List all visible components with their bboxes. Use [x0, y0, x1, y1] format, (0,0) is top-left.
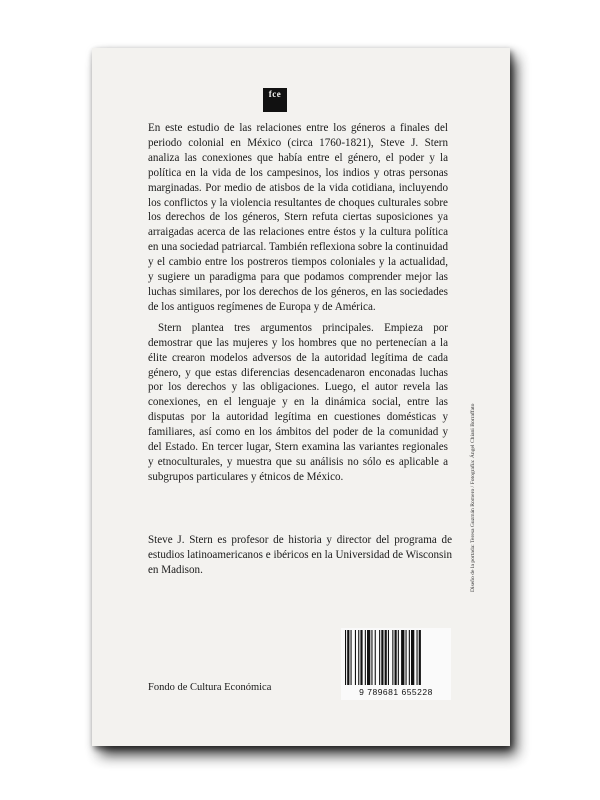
barcode-stripe: [385, 630, 387, 685]
barcode-stripe: [358, 630, 359, 685]
barcode-stripe: [379, 630, 380, 685]
barcode-stripe: [388, 630, 389, 685]
barcode-stripe: [392, 630, 393, 685]
barcode-stripe: [409, 630, 410, 685]
publisher-logo: [263, 88, 287, 112]
barcode-stripe: [417, 630, 418, 685]
barcode-stripe: [371, 630, 372, 685]
author-bio: Steve J. Stern es profesor de historia y director del programa de estudios latinoamericanos e ibéricos en la Universidad de Wisconsin en Madison.: [148, 534, 452, 576]
barcode-stripe: [355, 630, 356, 685]
barcode-stripe: [351, 630, 352, 685]
publisher-name: Fondo de Cultura Económica: [148, 682, 272, 693]
blurb-paragraph-1: En este estudio de las relaciones entre los géneros a finales del periodo colonial en México (circa 1760-1821), Steve J. Stern analiza las conexiones que había entre el género, el poder y la política en la vida de los campesinos, los indios y otras personas marginadas. Por medio de atisbos de la vida cotidiana, incluyendo los conflictos y la violencia resultantes de choques culturales sobre los derechos de los géneros, Stern refuta ciertas suposiciones ya arraigadas acerca de las relaciones entre éstos y la cultura política en una sociedad patriarcal. También reflexiona sobre la continuidad y el cambio entre los postreros tiempos coloniales y la actualidad, y sugiere un paradigma para que podamos comprender mejor las luchas similares, por los derechos de los géneros, en las sociedades de los antiguos regímenes de Europa y de América.: [148, 122, 448, 313]
barcode-stripe: [401, 630, 404, 685]
barcode-stripe: [365, 630, 366, 685]
barcode-stripe: [419, 630, 421, 685]
blurb-paragraph-2: Stern plantea tres argumentos principales. Empieza por demostrar que las mujeres y los hombres que no pertenecían a la élite crearon modelos adversos de la autoridad legítima de cada género, y que estas diferencias desencadenaron enconadas luchas por los derechos y las obligaciones. Luego, el autor revela las conexiones, en el lenguaje y en la dinámica social, entre las disputas por la autoridad legítima en cuestiones domésticas y familiares, así como en los ámbitos del poder de la comunidad y del Estado. En tercer lugar, Stern examina las variantes regionales y etnoculturales, y muestra que su análisis no sólo es aplicable a subgrupos particulares y étnicos de México.: [148, 321, 448, 483]
barcode-stripe: [406, 630, 407, 685]
publisher-logo-text: fce: [268, 89, 282, 99]
barcode-stripe: [367, 630, 370, 685]
barcode-stripe: [398, 630, 399, 685]
barcode-stripe: [347, 630, 349, 685]
barcode-stripe: [375, 630, 376, 685]
barcode-bars: [345, 630, 447, 685]
barcode-stripe: [381, 630, 383, 685]
barcode-stripe: [395, 630, 397, 685]
isbn-number: 9 789681 655228: [359, 687, 433, 697]
cover-credit: Diseño de la portada: Teresa Guzmán Romero / Fotografía: Ángel Chiani Borraffato: [470, 403, 476, 592]
barcode-stripe: [411, 630, 414, 685]
barcode-stripe: [360, 630, 362, 685]
barcode: [341, 628, 451, 700]
barcode-stripe: [345, 630, 346, 685]
blurb: [148, 121, 448, 485]
